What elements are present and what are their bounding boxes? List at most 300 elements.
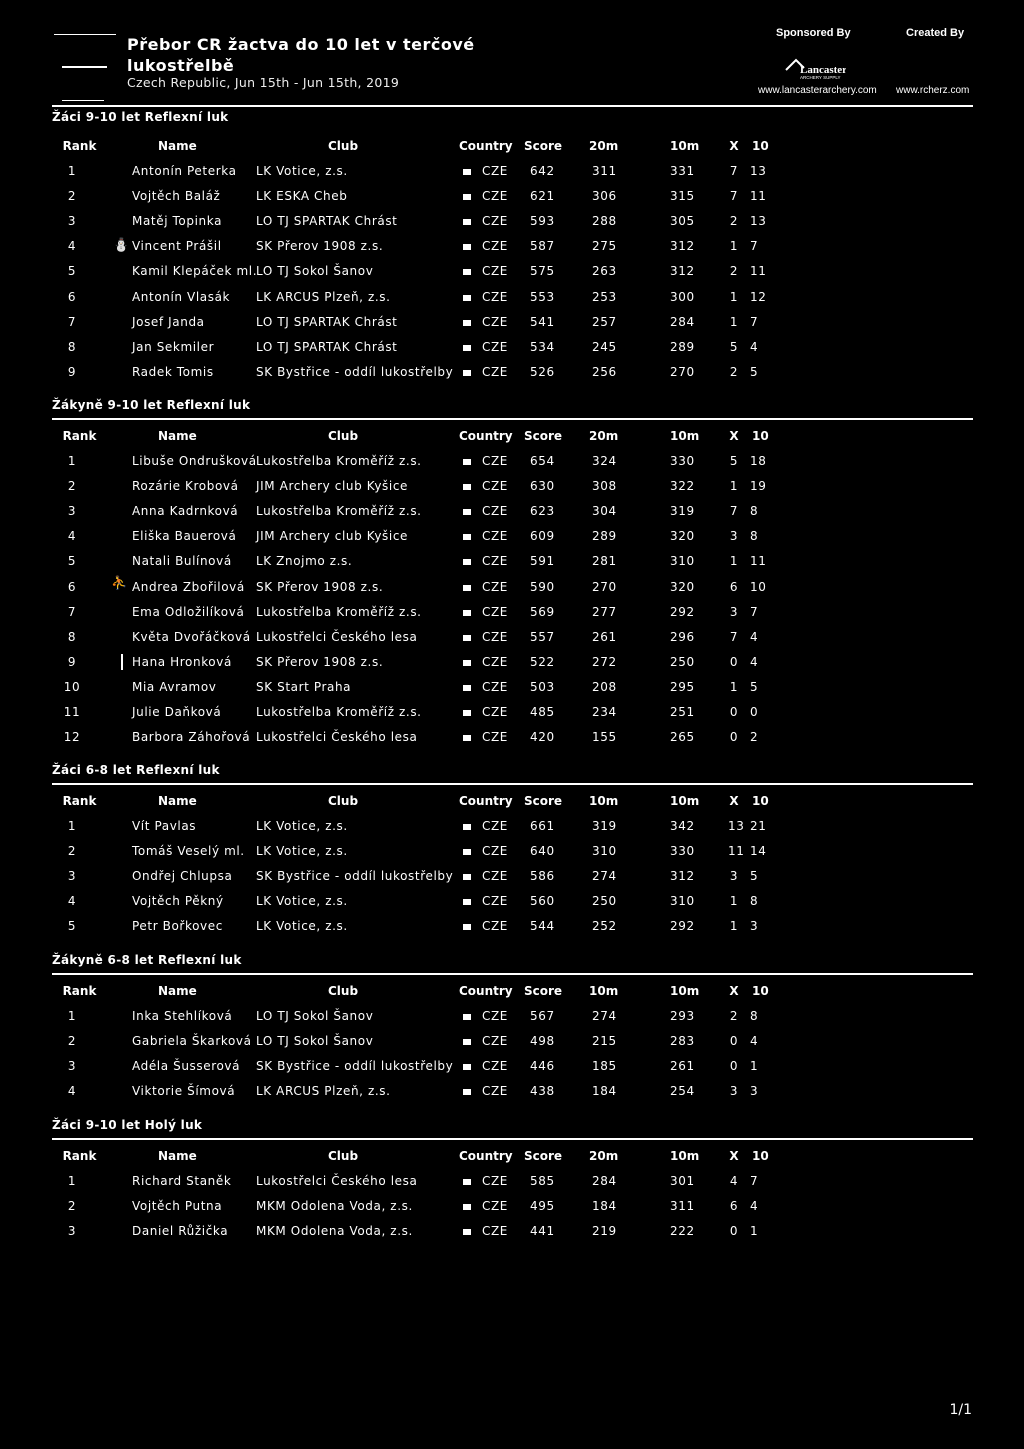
cell-name[interactable]: Josef Janda <box>132 314 205 329</box>
header-10[interactable]: 10 <box>752 984 769 998</box>
cell-x: 3 <box>729 1084 739 1099</box>
cell-name[interactable]: Vít Pavlas <box>132 819 197 833</box>
country-flag-icon <box>463 924 471 930</box>
cell-10: 0 <box>750 705 759 719</box>
country-flag-icon <box>463 219 471 225</box>
table-row[interactable] <box>52 451 973 471</box>
country-flag-icon <box>463 1229 471 1235</box>
section-divider <box>52 783 973 785</box>
cell-10: 13 <box>750 214 767 229</box>
cell-distance-1: 261 <box>592 629 617 644</box>
cell-club: LO TJ Sokol Šanov <box>256 264 374 279</box>
event-title-line1: Přebor CR žactva do 10 let v terčové <box>127 35 475 54</box>
table-row[interactable] <box>52 602 973 622</box>
cell-name[interactable]: Vincent Prášil <box>132 239 222 254</box>
country-flag-icon <box>463 874 471 880</box>
cell-country: CZE <box>482 1199 508 1214</box>
cell-distance-1: 277 <box>592 604 617 619</box>
table-row[interactable] <box>52 1171 973 1191</box>
cell-club: MKM Odolena Voda, z.s. <box>256 1199 413 1214</box>
header-distance-2[interactable]: 10m <box>670 794 700 808</box>
cell-score: 557 <box>530 629 555 644</box>
cell-score: 609 <box>530 529 555 544</box>
cell-10: 7 <box>750 239 759 254</box>
cell-rank: 8 <box>67 629 77 644</box>
header-club[interactable]: Club <box>328 794 359 808</box>
header-x[interactable]: X <box>729 429 739 443</box>
table-row[interactable] <box>52 702 973 722</box>
cell-10: 19 <box>750 479 767 494</box>
table-row[interactable] <box>52 236 973 256</box>
header-divider <box>52 105 973 107</box>
event-subtitle: Czech Republic, Jun 15th - Jun 15th, 2019 <box>127 75 400 90</box>
cell-name[interactable]: Vojtěch Baláž <box>132 189 221 204</box>
header-distance-1[interactable]: 20m <box>589 1149 619 1163</box>
table-row[interactable] <box>52 551 973 571</box>
cell-distance-1: 284 <box>592 1174 617 1188</box>
cell-score: 591 <box>530 554 555 569</box>
country-flag-icon <box>463 1204 471 1210</box>
table-row[interactable] <box>52 916 973 936</box>
cell-distance-2: 319 <box>670 504 695 519</box>
cell-distance-1: 274 <box>592 869 617 884</box>
table-row[interactable] <box>52 1081 973 1101</box>
cell-distance-2: 310 <box>670 554 695 569</box>
creator-link[interactable]: www.rcherz.com <box>896 85 970 96</box>
cell-distance-2: 283 <box>670 1034 695 1049</box>
cell-10: 7 <box>750 314 759 329</box>
cell-score: 575 <box>530 264 555 279</box>
cell-x: 1 <box>729 554 739 569</box>
table-row[interactable] <box>52 727 973 747</box>
cell-10: 2 <box>750 730 759 745</box>
cell-score: 567 <box>530 1009 555 1023</box>
header-distance-2[interactable]: 10m <box>670 429 700 443</box>
cell-distance-2: 330 <box>670 454 695 468</box>
cell-x: 1 <box>729 239 739 254</box>
cell-club: SK Přerov 1908 z.s. <box>256 654 384 669</box>
cell-x: 1 <box>729 289 739 304</box>
cell-country: CZE <box>482 289 508 304</box>
header-club[interactable]: Club <box>328 139 359 153</box>
cell-distance-1: 257 <box>592 314 617 329</box>
table-row[interactable] <box>52 287 973 307</box>
cell-10: 11 <box>750 264 767 279</box>
cell-score: 586 <box>530 869 555 884</box>
cell-x: 6 <box>729 1199 739 1214</box>
cell-rank: 2 <box>67 1034 77 1049</box>
cell-country: CZE <box>482 339 508 354</box>
cell-name[interactable]: Jan Sekmiler <box>132 339 215 354</box>
table-row[interactable] <box>52 211 973 231</box>
sponsor-logo <box>784 56 846 80</box>
table-row[interactable] <box>52 677 973 697</box>
header-distance-1[interactable]: 10m <box>589 984 619 998</box>
cell-distance-1: 324 <box>592 454 617 468</box>
country-flag-icon <box>463 1064 471 1070</box>
header-score[interactable]: Score <box>524 984 563 998</box>
cell-rank: 3 <box>67 1059 77 1074</box>
cell-name[interactable]: Ondřej Chlupsa <box>132 869 233 884</box>
table-row[interactable] <box>52 1196 973 1216</box>
cell-x: 1 <box>729 314 739 329</box>
cell-distance-1: 281 <box>592 554 617 569</box>
cell-score: 541 <box>530 314 555 329</box>
cell-distance-2: 289 <box>670 339 695 354</box>
cell-10: 5 <box>750 679 759 694</box>
header-country[interactable]: Country <box>459 429 513 443</box>
table-row[interactable] <box>52 526 973 546</box>
header-club[interactable]: Club <box>328 429 359 443</box>
cell-country: CZE <box>482 479 508 494</box>
header-score[interactable]: Score <box>524 429 563 443</box>
cell-distance-1: 252 <box>592 919 617 934</box>
table-header <box>52 1146 973 1166</box>
cell-distance-2: 222 <box>670 1224 695 1239</box>
cell-distance-1: 306 <box>592 189 617 204</box>
table-row[interactable] <box>52 186 973 206</box>
cell-x: 5 <box>729 454 739 468</box>
cell-score: 485 <box>530 705 555 719</box>
cell-distance-2: 310 <box>670 894 695 909</box>
cell-distance-1: 184 <box>592 1199 617 1214</box>
header-club[interactable]: Club <box>328 1149 359 1163</box>
cell-name[interactable]: Mia Avramov <box>132 679 217 694</box>
country-flag-icon <box>463 585 471 591</box>
table-row[interactable] <box>52 577 973 597</box>
header-name[interactable]: Name <box>158 139 197 153</box>
cell-distance-2: 305 <box>670 214 695 229</box>
athlete-photo-icon <box>121 654 123 670</box>
cell-10: 1 <box>750 1224 759 1239</box>
cell-distance-2: 300 <box>670 289 695 304</box>
header-name[interactable]: Name <box>158 1149 197 1163</box>
table-row[interactable] <box>52 1221 973 1241</box>
cell-x: 3 <box>729 604 739 619</box>
header-score[interactable]: Score <box>524 139 563 153</box>
cell-club: LK Votice, z.s. <box>256 919 348 934</box>
cell-rank: 1 <box>67 1174 77 1188</box>
cell-distance-1: 288 <box>592 214 617 229</box>
cell-country: CZE <box>482 844 508 859</box>
event-title-line2: lukostřelbě <box>127 56 235 75</box>
cell-name[interactable]: Libuše Ondrušková <box>132 454 257 468</box>
cell-club: SK Přerov 1908 z.s. <box>256 579 384 594</box>
cell-name[interactable]: Tomáš Veselý ml. <box>132 844 245 859</box>
table-row[interactable] <box>52 816 973 836</box>
cell-distance-1: 311 <box>592 164 617 178</box>
table-row[interactable] <box>52 891 973 911</box>
cell-rank: 3 <box>67 869 77 884</box>
cell-country: CZE <box>482 454 508 468</box>
cell-score: 522 <box>530 654 555 669</box>
cell-name[interactable]: Natali Bulínová <box>132 554 232 569</box>
cell-name[interactable]: Gabriela Škarková <box>132 1034 252 1049</box>
header-country[interactable]: Country <box>459 794 513 808</box>
cell-distance-1: 234 <box>592 705 617 719</box>
cell-rank: 9 <box>67 364 77 379</box>
cell-country: CZE <box>482 529 508 544</box>
cell-country: CZE <box>482 705 508 719</box>
cell-score: 544 <box>530 919 555 934</box>
table-row[interactable] <box>52 627 973 647</box>
cell-distance-1: 185 <box>592 1059 617 1074</box>
table-row[interactable] <box>52 362 973 382</box>
header-country[interactable]: Country <box>459 984 513 998</box>
country-flag-icon <box>463 295 471 301</box>
table-row[interactable] <box>52 866 973 886</box>
header-country[interactable]: Country <box>459 139 513 153</box>
table-header <box>52 791 973 811</box>
cell-club: LO TJ SPARTAK Chrást <box>256 339 398 354</box>
header-x[interactable]: X <box>729 794 739 808</box>
cell-x: 6 <box>729 579 739 594</box>
cell-rank: 5 <box>67 264 77 279</box>
country-flag-icon <box>463 1039 471 1045</box>
cell-name[interactable]: Antonín Peterka <box>132 164 237 178</box>
cell-name[interactable]: Vojtěch Pěkný <box>132 894 224 909</box>
cell-name[interactable]: Adéla Šusserová <box>132 1059 241 1074</box>
header-x[interactable]: X <box>729 139 739 153</box>
cell-distance-1: 272 <box>592 654 617 669</box>
cell-name[interactable]: Antonín Vlasák <box>132 289 231 304</box>
cell-name[interactable]: Richard Staněk <box>132 1174 232 1188</box>
cell-rank: 3 <box>67 504 77 519</box>
cell-score: 640 <box>530 844 555 859</box>
table-row[interactable] <box>52 652 973 672</box>
country-flag-icon <box>463 194 471 200</box>
cell-name[interactable]: Petr Bořkovec <box>132 919 223 934</box>
header-name[interactable]: Name <box>158 794 197 808</box>
country-flag-icon <box>463 169 471 175</box>
cell-country: CZE <box>482 629 508 644</box>
cell-10: 8 <box>750 529 759 544</box>
section-title: Žákyně 6-8 let Reflexní luk <box>52 953 242 967</box>
cell-rank: 9 <box>67 654 77 669</box>
cell-name[interactable]: Hana Hronková <box>132 654 232 669</box>
cell-club: LK Znojmo z.s. <box>256 554 353 569</box>
cell-distance-2: 311 <box>670 1199 695 1214</box>
cell-country: CZE <box>482 189 508 204</box>
cell-10: 4 <box>750 629 759 644</box>
header-distance-2[interactable]: 10m <box>670 1149 700 1163</box>
cell-distance-2: 322 <box>670 479 695 494</box>
cell-x: 3 <box>729 529 739 544</box>
country-flag-icon <box>463 1089 471 1095</box>
cell-rank: 1 <box>67 454 77 468</box>
cell-rank: 1 <box>67 819 77 833</box>
cell-country: CZE <box>482 314 508 329</box>
cell-club: Lukostřelci Českého lesa <box>256 1174 418 1188</box>
header-score[interactable]: Score <box>524 1149 563 1163</box>
cell-rank: 4 <box>67 239 77 254</box>
country-flag-icon <box>463 735 471 741</box>
cell-x: 2 <box>729 214 739 229</box>
header-10[interactable]: 10 <box>752 139 769 153</box>
cell-10: 4 <box>750 339 759 354</box>
table-row[interactable] <box>52 161 973 181</box>
header-rank[interactable]: Rank <box>62 1149 97 1163</box>
svg-text:ARCHERY SUPPLY: ARCHERY SUPPLY <box>800 75 841 80</box>
cell-distance-2: 295 <box>670 679 695 694</box>
cell-rank: 3 <box>67 214 77 229</box>
cell-name[interactable]: Andrea Zbořilová <box>132 579 245 594</box>
lancaster-logo-icon <box>784 56 846 80</box>
table-header <box>52 136 973 156</box>
table-row[interactable] <box>52 312 973 332</box>
cell-distance-2: 292 <box>670 919 695 934</box>
country-flag-icon <box>463 345 471 351</box>
cell-x: 0 <box>729 705 739 719</box>
header-rank[interactable]: Rank <box>62 794 97 808</box>
cell-name[interactable]: Vojtěch Putna <box>132 1199 223 1214</box>
cell-country: CZE <box>482 869 508 884</box>
table-header <box>52 426 973 446</box>
cell-country: CZE <box>482 819 508 833</box>
cell-x: 2 <box>729 1009 739 1023</box>
cell-score: 446 <box>530 1059 555 1074</box>
cell-x: 5 <box>729 339 739 354</box>
cell-x: 3 <box>729 869 739 884</box>
cell-name[interactable]: Viktorie Šímová <box>132 1084 236 1099</box>
cell-name[interactable]: Ema Odložilíková <box>132 604 245 619</box>
cell-name[interactable]: Daniel Růžička <box>132 1224 229 1239</box>
cell-name[interactable]: Barbora Záhořová <box>132 730 251 745</box>
header-score[interactable]: Score <box>524 794 563 808</box>
header-club[interactable]: Club <box>328 984 359 998</box>
cell-distance-2: 342 <box>670 819 695 833</box>
cell-name[interactable]: Julie Daňková <box>132 705 222 719</box>
cell-club: SK Start Praha <box>256 679 352 694</box>
cell-10: 3 <box>750 919 759 934</box>
cell-distance-2: 331 <box>670 164 695 178</box>
cell-score: 587 <box>530 239 555 254</box>
table-row[interactable] <box>52 261 973 281</box>
table-row[interactable] <box>52 841 973 861</box>
cell-x: 2 <box>729 364 739 379</box>
cell-name[interactable]: Kamil Klepáček ml. <box>132 264 258 279</box>
cell-score: 503 <box>530 679 555 694</box>
country-flag-icon <box>463 685 471 691</box>
table-row[interactable] <box>52 501 973 521</box>
cell-name[interactable]: Eliška Bauerová <box>132 529 237 544</box>
country-flag-icon <box>463 320 471 326</box>
table-row[interactable] <box>52 476 973 496</box>
header-rank[interactable]: Rank <box>62 984 97 998</box>
cell-club: LO TJ SPARTAK Chrást <box>256 214 398 229</box>
cell-name[interactable]: Inka Stehlíková <box>132 1009 233 1023</box>
cell-name[interactable]: Matěj Topinka <box>132 214 223 229</box>
header-distance-2[interactable]: 10m <box>670 139 700 153</box>
cell-distance-2: 320 <box>670 529 695 544</box>
cell-name[interactable]: Anna Kadrnková <box>132 504 239 519</box>
cell-country: CZE <box>482 1059 508 1074</box>
header-rank[interactable]: Rank <box>62 429 97 443</box>
header-distance-1[interactable]: 20m <box>589 139 619 153</box>
athlete-photo-icon: ⛹ <box>111 576 128 591</box>
table-row[interactable] <box>52 1056 973 1076</box>
cell-country: CZE <box>482 164 508 178</box>
header-name[interactable]: Name <box>158 429 197 443</box>
cell-distance-1: 256 <box>592 364 617 379</box>
cell-club: SK Bystřice - oddíl lukostřelby <box>256 364 454 379</box>
cell-club: Lukostřelba Kroměříž z.s. <box>256 504 422 519</box>
cell-score: 654 <box>530 454 555 468</box>
section-divider <box>52 973 973 975</box>
header-rank[interactable]: Rank <box>62 139 97 153</box>
country-flag-icon <box>463 899 471 905</box>
cell-x: 0 <box>729 1224 739 1239</box>
sponsored-by-label: Sponsored By <box>776 27 851 39</box>
cell-club: MKM Odolena Voda, z.s. <box>256 1224 413 1239</box>
table-row[interactable] <box>52 1031 973 1051</box>
cell-distance-1: 155 <box>592 730 617 745</box>
header-10[interactable]: 10 <box>752 1149 769 1163</box>
header-distance-1[interactable]: 20m <box>589 429 619 443</box>
cell-x: 0 <box>729 1059 739 1074</box>
cell-country: CZE <box>482 364 508 379</box>
page-number: 1/1 <box>949 1402 972 1418</box>
table-header <box>52 981 973 1001</box>
cell-10: 11 <box>750 189 767 204</box>
cell-distance-2: 254 <box>670 1084 695 1099</box>
cell-country: CZE <box>482 894 508 909</box>
country-flag-icon <box>463 710 471 716</box>
cell-country: CZE <box>482 239 508 254</box>
cell-distance-1: 304 <box>592 504 617 519</box>
table-row[interactable] <box>52 337 973 357</box>
created-by-label: Created By <box>906 27 965 39</box>
cell-distance-2: 315 <box>670 189 695 204</box>
cell-country: CZE <box>482 554 508 569</box>
cell-name[interactable]: Květa Dvořáčková <box>132 629 251 644</box>
section-title: Žákyně 9-10 let Reflexní luk <box>52 398 251 412</box>
cell-name[interactable]: Rozárie Krobová <box>132 479 239 494</box>
header-x[interactable]: X <box>729 984 739 998</box>
cell-rank: 5 <box>67 919 77 934</box>
cell-10: 7 <box>750 604 759 619</box>
cell-rank: 6 <box>67 579 77 594</box>
cell-10: 8 <box>750 894 759 909</box>
cell-club: SK Přerov 1908 z.s. <box>256 239 384 254</box>
cell-x: 7 <box>729 189 739 204</box>
header-country[interactable]: Country <box>459 1149 513 1163</box>
table-row[interactable] <box>52 1006 973 1026</box>
cell-club: LO TJ SPARTAK Chrást <box>256 314 398 329</box>
header-10[interactable]: 10 <box>752 794 769 808</box>
header-name[interactable]: Name <box>158 984 197 998</box>
cell-rank: 6 <box>67 289 77 304</box>
cell-club: JIM Archery club Kyšice <box>256 479 408 494</box>
header-x[interactable]: X <box>729 1149 739 1163</box>
cell-score: 498 <box>530 1034 555 1049</box>
country-flag-icon <box>463 849 471 855</box>
header-distance-1[interactable]: 10m <box>589 794 619 808</box>
cell-rank: 10 <box>63 679 81 694</box>
cell-country: CZE <box>482 1174 508 1188</box>
header-distance-2[interactable]: 10m <box>670 984 700 998</box>
cell-10: 4 <box>750 654 759 669</box>
header-10[interactable]: 10 <box>752 429 769 443</box>
cell-club: Lukostřelba Kroměříž z.s. <box>256 454 422 468</box>
cell-club: LK ARCUS Plzeň, z.s. <box>256 289 391 304</box>
cell-10: 1 <box>750 1059 759 1074</box>
cell-score: 560 <box>530 894 555 909</box>
cell-rank: 2 <box>67 189 77 204</box>
cell-club: LK Votice, z.s. <box>256 844 348 859</box>
sponsor-link[interactable]: www.lancasterarchery.com <box>758 85 877 96</box>
cell-name[interactable]: Radek Tomis <box>132 364 214 379</box>
